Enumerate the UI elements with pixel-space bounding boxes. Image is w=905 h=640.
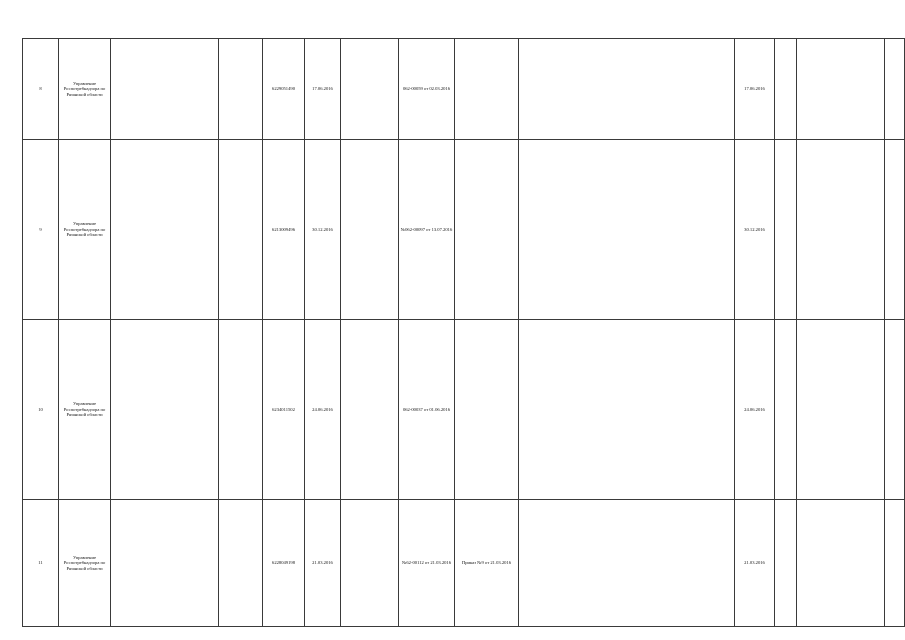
reg-date-cell: 17.06.2016 <box>735 39 775 140</box>
table-row <box>23 140 905 320</box>
company-cell <box>111 140 219 320</box>
license-cell: 062-00059 от 02.03.2016 <box>399 39 455 140</box>
waste-list-cell <box>519 320 735 500</box>
activity-cell <box>341 320 399 500</box>
order-cell <box>455 140 519 320</box>
inn-cell: 6228049198 <box>263 500 305 627</box>
activity-cell <box>341 140 399 320</box>
row-number: 11 <box>23 500 59 627</box>
authority-cell: Управление Роспотребнадзора по Рязанской области <box>59 140 111 320</box>
blank-cell <box>775 39 797 140</box>
authority-cell: Управление Роспотребнадзора по Рязанской области <box>59 500 111 627</box>
note-cell <box>797 140 885 320</box>
blank-cell <box>219 39 263 140</box>
activity-cell <box>341 39 399 140</box>
license-cell: №062-00097 от 13.07.2016 <box>399 140 455 320</box>
authority-cell: Управление Роспотребнадзора по Рязанской области <box>59 320 111 500</box>
order-cell <box>455 39 519 140</box>
note-cell <box>797 500 885 627</box>
license-registry-table <box>22 38 905 627</box>
company-cell <box>111 320 219 500</box>
waste-list-cell <box>519 39 735 140</box>
note-cell <box>797 39 885 140</box>
blank-cell <box>885 320 905 500</box>
blank-cell <box>775 320 797 500</box>
company-cell <box>111 39 219 140</box>
blank-cell <box>775 500 797 627</box>
table-row <box>23 39 905 140</box>
blank-cell <box>885 500 905 627</box>
inn-cell: 6213009496 <box>263 140 305 320</box>
row-number: 9 <box>23 140 59 320</box>
row-number: 10 <box>23 320 59 500</box>
blank-cell <box>885 39 905 140</box>
activity-cell <box>341 500 399 627</box>
license-cell: 062-00037 от 01.06.2016 <box>399 320 455 500</box>
authority-cell: Управление Роспотребнадзора по Рязанской области <box>59 39 111 140</box>
blank-cell <box>219 140 263 320</box>
order-cell <box>455 320 519 500</box>
waste-list-cell <box>519 140 735 320</box>
reg-date-cell: 21.03.2016 <box>735 500 775 627</box>
blank-cell <box>775 140 797 320</box>
blank-cell <box>219 500 263 627</box>
date-cell: 21.03.2016 <box>305 500 341 627</box>
license-cell: №62-00112 от 21.03.2016 <box>399 500 455 627</box>
date-cell: 17.06.2016 <box>305 39 341 140</box>
inn-cell: 6234011502 <box>263 320 305 500</box>
company-cell <box>111 500 219 627</box>
blank-cell <box>885 140 905 320</box>
table-row <box>23 500 905 627</box>
row-number: 8 <box>23 39 59 140</box>
waste-list-cell <box>519 500 735 627</box>
date-cell: 30.12.2016 <box>305 140 341 320</box>
inn-cell: 6229051490 <box>263 39 305 140</box>
reg-date-cell: 24.06.2016 <box>735 320 775 500</box>
note-cell <box>797 320 885 500</box>
table-row <box>23 320 905 500</box>
reg-date-cell: 30.12.2016 <box>735 140 775 320</box>
blank-cell <box>219 320 263 500</box>
date-cell: 24.06.2016 <box>305 320 341 500</box>
order-cell: Приказ №9 от 21.03.2016 <box>455 500 519 627</box>
